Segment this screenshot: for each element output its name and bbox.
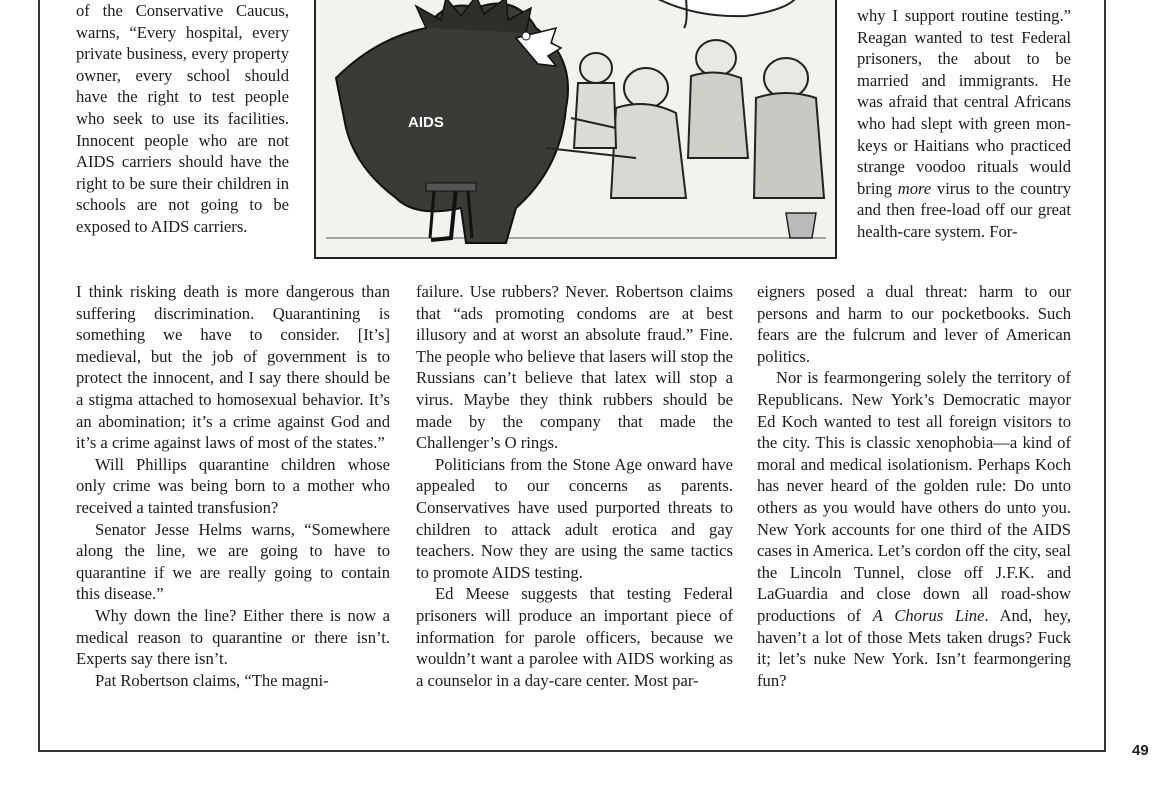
page-frame-bottom xyxy=(38,750,1106,752)
column-2 xyxy=(416,281,733,691)
paragraph: Ed Meese suggests that testing Federal prisoners will produce an important piece of information for parole officers, because we wouldn’t want a parolee with AIDS working as a counselor in a day-care center. Most par- xyxy=(416,584,733,690)
monster-label: AIDS xyxy=(408,114,444,131)
column-1-top xyxy=(76,0,289,238)
paragraph: Pat Robertson claims, “The magni- xyxy=(95,670,329,690)
page-frame-left xyxy=(38,0,40,752)
emphasis: A Chorus Line xyxy=(872,605,985,625)
emphasis: more xyxy=(897,178,932,198)
paragraph: I think risking death is more dangerous than suffering discrimination. Quarantining is something we have to consider. [It’s] medieval, but the job of government is to protect the innocent, and I say there should be a stigma attached to homosexual behavior. It’s an abomination; it’s a crime against God and it’s a crime against laws of most of the states.” xyxy=(76,282,390,453)
paragraph: failure. Use rubbers? Never. Robertson claims that “ads promoting condoms are at best illusory and at worst an absolute fraud.” Fine. The people who believe that lasers will stop the Russians can’t believe that latex will stop a virus. Maybe they think rubbers should be made by the company that made the Challenger’s O rings. xyxy=(416,282,733,453)
paragraph: why I support routine testing.” Reagan wanted to test Federal prisoners, the about to be married and immigrants. He was afraid that central Africans who had slept with green monkeys or Haitians who practiced strange voodoo rituals would bring more virus to the country and then free-load off our great health-care system. For- xyxy=(857,6,1071,241)
column-3-top xyxy=(857,5,1071,243)
paragraph: Will Phillips quarantine children whose only crime was being born to a mother who received a tainted transfusion? xyxy=(76,454,390,517)
column-1-bottom xyxy=(76,281,390,691)
paragraph: Nor is fearmongering solely the territory of Republicans. New York’s Democratic mayor Ed Koch wanted to test all foreign visitors to the city. This is classic xenophobia—a kind of moral and medical isolationism. Perhaps Koch has never heard of the golden rule: Do unto others as you would have others do unto you. New York accounts for one third of the AIDS cases in America. Let’s cordon off the city, seal the Lincoln Tunnel, close off J.F.K. and LaGuardia and close down all road-show productions of A Chorus Line. And, hey, haven’t a lot of those Mets taken drugs? Fuck it; let’s nuke New York. Isn’t fearmongering fun? xyxy=(757,368,1071,690)
paragraph: eigners posed a dual threat: harm to our persons and harm to our pocketbooks. Such fears are the fulcrum and lever of American politics. xyxy=(757,282,1071,366)
cartoon-drawing xyxy=(316,0,835,257)
page-frame-right xyxy=(1104,0,1106,752)
column-3-bottom xyxy=(757,281,1071,691)
paragraph: Senator Jesse Helms warns, “Somewhere along the line, we are going to have to quarantine if we are really going to contain this disease.” xyxy=(76,519,390,604)
paragraph: of the Conservative Caucus, warns, “Every hospital, every private business, every property owner, every school should have the right to test people who seek to use its facilities. Innocent people who are not AIDS carriers should have the right to be sure their children in schools are not going to be exposed to AIDS carriers. xyxy=(76,1,289,236)
cartoon-illustration xyxy=(314,0,837,259)
paragraph: Why down the line? Either there is now a medical reason to quarantine or there isn’t. Experts say there isn’t. xyxy=(76,605,390,669)
paragraph: Politicians from the Stone Age onward have appealed to our concerns as parents. Conservatives have used purported threats to children to attack adult erotica and gay teachers. Now they are using the same tactics to promote AIDS testing. xyxy=(416,454,733,582)
page-number: 49 xyxy=(1132,742,1149,759)
